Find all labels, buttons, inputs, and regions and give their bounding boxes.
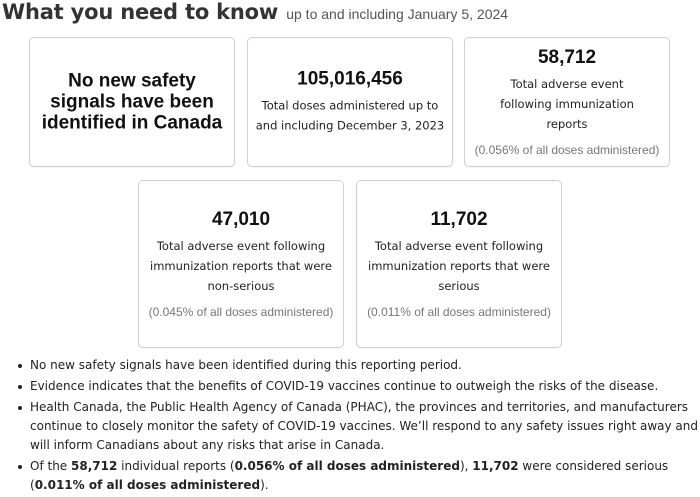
card-total-doses xyxy=(247,37,453,167)
page-subtitle: up to and including January 5, 2024 xyxy=(286,6,509,22)
key-point-no-signals: No new safety signals have been identified during this reporting period. xyxy=(30,356,700,375)
card-total-doses-number: 105,016,456 xyxy=(297,68,403,90)
page-header xyxy=(2,0,508,24)
card-total-aefi-percent: (0.056% of all doses administered) xyxy=(474,143,660,157)
summary-serious-percent: 0.011% of all doses administered xyxy=(34,478,261,492)
card-total-aefi xyxy=(464,37,670,167)
card-total-aefi-number: 58,712 xyxy=(537,47,597,68)
card-total-doses-description: Total doses administered up to and including December 3, 2023 xyxy=(255,98,445,133)
card-non-serious-number: 47,010 xyxy=(211,209,271,230)
key-point-monitoring: Health Canada, the Public Health Agency of Canada (PHAC), the provinces and territories, and manufacturers continue to closely monitor the safety of COVID-19 vaccines. We’ll respond to any safety issues right away and will inform Canadians about any risks that arise in Canada. xyxy=(30,398,700,455)
card-serious xyxy=(356,180,562,348)
card-total-aefi-description: Total adverse event following immunization reports xyxy=(500,77,634,131)
summary-total-percent: 0.056% of all doses administered xyxy=(234,459,460,473)
card-non-serious xyxy=(138,180,344,348)
summary-total-reports: 58,712 xyxy=(71,459,118,473)
key-points-list xyxy=(14,356,700,497)
summary-text-4: were considered serious ( xyxy=(30,459,669,492)
key-point-benefits: Evidence indicates that the benefits of COVID-19 vaccines continue to outweigh the risks of the disease. xyxy=(30,377,700,396)
summary-text-2: individual reports ( xyxy=(117,459,235,473)
card-non-serious-percent: (0.045% of all doses administered) xyxy=(148,305,334,319)
page-title: What you need to know xyxy=(2,0,279,24)
summary-text-1: Of the xyxy=(30,459,71,473)
card-non-serious-description: Total adverse event following immunization reports that were non-serious xyxy=(150,239,332,293)
card-serious-percent: (0.011% of all doses administered) xyxy=(367,305,551,319)
card-serious-number: 11,702 xyxy=(430,209,488,230)
summary-text-5: ). xyxy=(260,478,269,492)
card-serious-description: Total adverse event following immunization reports that were serious xyxy=(368,239,550,293)
summary-text-3: ), xyxy=(459,459,473,473)
summary-serious-reports: 11,702 xyxy=(472,459,519,473)
key-point-report-summary xyxy=(30,457,700,495)
card-safety-signals-text: No new safety signals have been identified in Canada xyxy=(41,70,223,134)
card-safety-signals xyxy=(29,37,235,167)
